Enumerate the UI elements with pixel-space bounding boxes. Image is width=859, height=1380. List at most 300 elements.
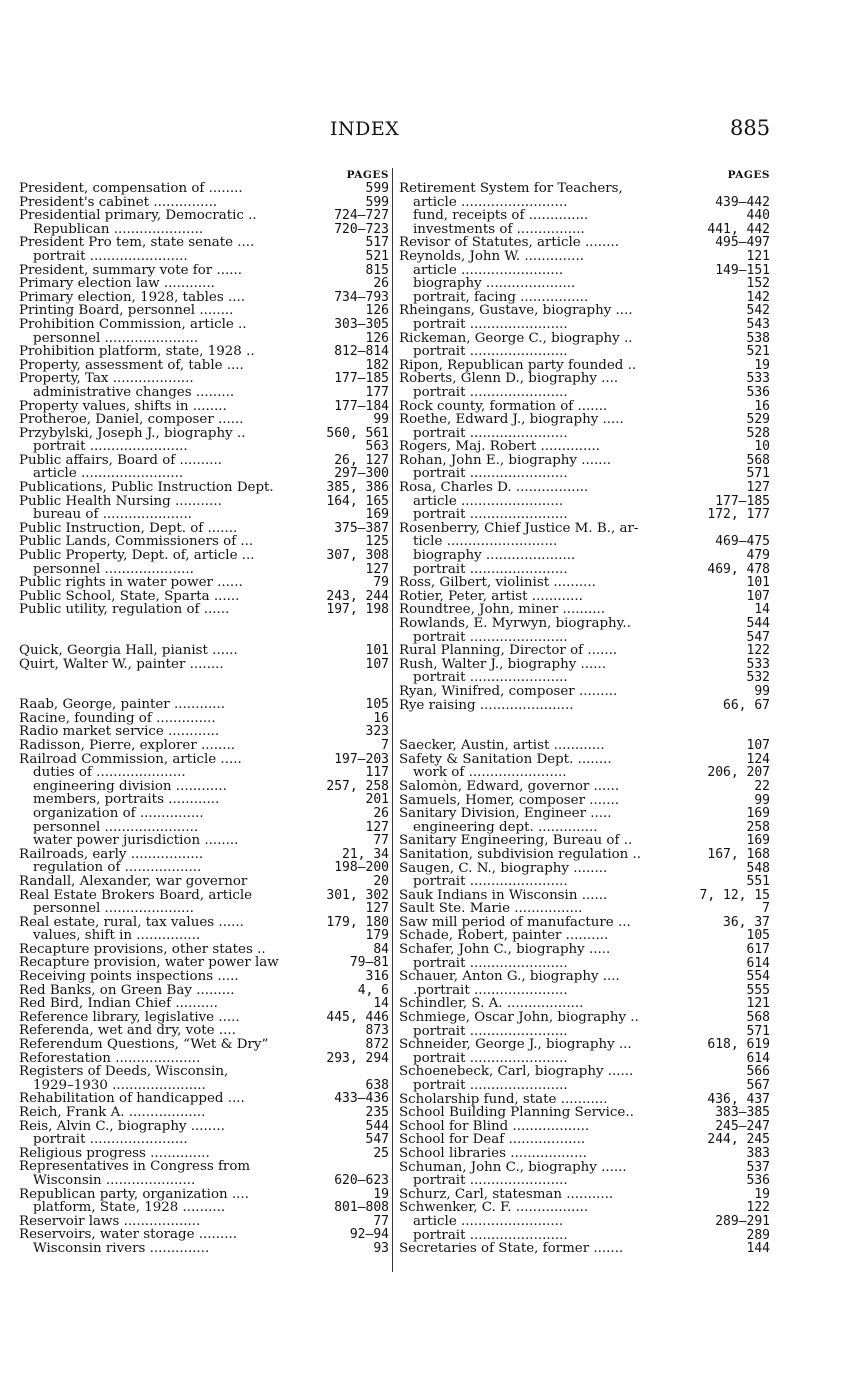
entry-label: portrait ....................... [413, 508, 568, 522]
entry-pages: 441, 442 [707, 222, 770, 237]
entry-pages: 117 [365, 766, 389, 780]
entry-label: Red Banks, on Green Bay ......... [19, 983, 235, 998]
entry-label: Red Bird, Indian Chief .......... [19, 997, 218, 1011]
index-subentry [399, 1215, 770, 1229]
entry-pages: 172, 177 [707, 508, 770, 522]
entry-pages: 599 [365, 195, 389, 210]
entry-label: Reich, Frank A. .................. [19, 1106, 206, 1120]
index-entry [19, 372, 389, 386]
index-entry [399, 1038, 770, 1052]
entry-label: portrait ....................... [413, 671, 568, 685]
entry-pages: 197–203 [334, 752, 389, 767]
entry-pages: 544 [746, 617, 770, 631]
entry-pages: 555 [746, 983, 770, 998]
entry-label: Roberts, Glenn D., biography .... [399, 372, 619, 386]
index-entry [19, 848, 389, 862]
index-subentry [399, 467, 770, 481]
index-entry [19, 236, 389, 250]
entry-pages: 537 [746, 1160, 770, 1175]
entry-label: Rogers, Maj. Robert .............. [399, 440, 601, 454]
entry-pages: 614 [746, 1051, 770, 1066]
entry-label: Saugen, C. N., biography ........ [399, 861, 608, 876]
entry-pages: 197, 198 [326, 603, 389, 617]
entry-pages: 142 [746, 290, 770, 305]
index-column-right [399, 169, 770, 1256]
entry-pages: 724–727 [334, 209, 389, 223]
entry-label: Railroad Commission, article ..... [19, 752, 242, 767]
index-subentry [19, 1174, 389, 1188]
entry-pages: 439–442 [715, 195, 770, 210]
index-subentry [19, 766, 389, 780]
entry-pages: 469, 478 [707, 562, 770, 577]
entry-pages: 734–793 [334, 290, 389, 305]
entry-label: Reservoir laws .................. [19, 1214, 201, 1229]
entry-label: Reis, Alvin C., biography ........ [19, 1119, 225, 1134]
entry-label: Rye raising ...................... [399, 698, 574, 713]
entry-pages: 872 [365, 1038, 389, 1052]
entry-pages: 533 [746, 657, 770, 672]
index-entry [399, 304, 770, 318]
entry-pages: 245–247 [715, 1119, 770, 1134]
entry-label: portrait ....................... [413, 426, 568, 441]
index-entry [399, 1106, 770, 1120]
entry-label: personnel ...................... [33, 820, 199, 835]
index-entry [19, 1106, 389, 1120]
index-subentry [399, 427, 770, 441]
entry-pages: 532 [746, 671, 770, 685]
index-subentry [399, 1229, 770, 1243]
entry-label: article ........................ [413, 263, 564, 278]
index-entry [399, 794, 770, 808]
index-entry [399, 1147, 770, 1161]
entry-label: Representatives in Congress from [19, 1160, 251, 1174]
index-subentry [19, 902, 389, 916]
index-subentry [399, 386, 770, 400]
index-entry [399, 372, 770, 386]
entry-label: President Pro tem, state senate .... [19, 236, 255, 250]
entry-label: biography ..................... [413, 549, 576, 563]
entry-label: Rotier, Peter, artist ............ [399, 589, 583, 604]
entry-pages: 92–94 [349, 1228, 389, 1242]
index-entry [19, 1011, 389, 1025]
entry-label: Safety & Sanitation Dept. ........ [399, 752, 612, 767]
entry-pages: 14 [373, 997, 389, 1011]
index-entry [399, 658, 770, 672]
entry-pages: 297–300 [334, 467, 389, 482]
pages-column-heading: PAGES [346, 169, 389, 181]
entry-label: portrait ....................... [413, 1051, 568, 1066]
entry-pages: 20 [373, 874, 389, 889]
index-subentry [19, 834, 389, 848]
entry-pages: 107 [746, 739, 770, 753]
entry-pages: 14 [754, 603, 770, 617]
index-subentry [19, 929, 389, 943]
entry-pages: 127 [746, 481, 770, 495]
index-subentry [399, 1025, 770, 1039]
index-subentry [19, 563, 389, 577]
entry-pages: 99 [754, 684, 770, 699]
entry-label: portrait ....................... [413, 630, 568, 645]
index-entry [19, 1228, 389, 1242]
index-entry [19, 1215, 389, 1229]
entry-pages: 323 [365, 725, 389, 739]
entry-pages: 127 [365, 820, 389, 835]
index-subentry [399, 984, 770, 998]
index-entry [19, 1038, 389, 1052]
entry-pages: 538 [746, 331, 770, 346]
index-entry [399, 522, 770, 536]
entry-label: Schwenker, C. F. ................. [399, 1201, 589, 1215]
index-entry [399, 780, 770, 794]
index-entry [19, 943, 389, 957]
entry-label: Prohibition platform, state, 1928 .. [19, 345, 255, 359]
entry-pages: 383–385 [715, 1106, 770, 1120]
entry-label: Sauk Indians in Wisconsin ...... [399, 888, 608, 903]
entry-label: water power jurisdiction ........ [33, 834, 239, 848]
entry-pages: 101 [365, 644, 389, 658]
entry-label: portrait ....................... [413, 1079, 568, 1093]
entry-label: Randall, Alexander, war governor [19, 874, 248, 889]
entry-label: Republican ..................... [33, 222, 204, 237]
index-entry [19, 400, 389, 414]
entry-pages: 177–185 [334, 372, 389, 386]
index-subentry [19, 508, 389, 522]
index-subentry [399, 631, 770, 645]
entry-pages: 536 [746, 1174, 770, 1188]
index-subentry [19, 332, 389, 346]
entry-label: Ripon, Republican party founded .. [399, 358, 637, 373]
entry-pages: 307, 308 [326, 549, 389, 563]
entry-label: Przybylski, Joseph J., biography .. [19, 426, 246, 441]
entry-pages: 167, 168 [707, 847, 770, 862]
entry-pages: 812–814 [334, 345, 389, 359]
entry-pages: 873 [365, 1024, 389, 1039]
entry-label: .portrait ...................... [413, 983, 568, 998]
entry-label: Real estate, rural, tax values ...... [19, 915, 244, 930]
entry-label: portrait ....................... [413, 1174, 568, 1188]
index-entry [19, 725, 389, 739]
index-entry [399, 807, 770, 821]
index-entry [399, 753, 770, 767]
index-column-left [19, 169, 389, 1256]
entry-pages: 25 [373, 1146, 389, 1161]
entry-pages: 126 [365, 331, 389, 346]
entry-pages: 16 [373, 711, 389, 726]
entry-pages: 244, 245 [707, 1133, 770, 1147]
entry-label: Reservoirs, water storage ......... [19, 1228, 238, 1242]
entry-label: Wisconsin rivers .............. [33, 1241, 210, 1256]
entry-label: Schurz, Carl, statesman ........... [399, 1187, 614, 1202]
entry-label: portrait ....................... [413, 385, 568, 400]
entry-pages: 433–436 [334, 1092, 389, 1106]
index-subentry [399, 671, 770, 685]
index-entry [399, 440, 770, 454]
index-subentry [399, 821, 770, 835]
entry-label: Public utility, regulation of ...... [19, 603, 230, 617]
page-number: 885 [730, 116, 771, 140]
index-subentry [399, 318, 770, 332]
index-entry [19, 427, 389, 441]
index-subentry [399, 957, 770, 971]
pages-column-heading: PAGES [727, 169, 770, 181]
index-entry [19, 1160, 389, 1174]
column-divider [392, 168, 393, 1272]
entry-pages: 122 [746, 644, 770, 658]
entry-label: Schade, Robert, painter .......... [399, 929, 609, 944]
entry-pages: 121 [746, 249, 770, 264]
index-entry [19, 956, 389, 970]
index-entry [19, 984, 389, 998]
entry-pages: 618, 619 [707, 1038, 770, 1052]
entry-label: Reynolds, John W. .............. [399, 249, 584, 264]
entry-label: personnel ..................... [33, 902, 194, 916]
entry-label: Property values, shifts in ........ [19, 399, 227, 414]
entry-label: Ross, Gilbert, violinist .......... [399, 576, 596, 590]
index-subentry [19, 250, 389, 264]
entry-label: School libraries .................. [399, 1146, 587, 1161]
entry-pages: 149–151 [715, 263, 770, 278]
entry-label: Public affairs, Board of .......... [19, 453, 223, 468]
entry-pages: 177–185 [715, 494, 770, 509]
index-entry [19, 1052, 389, 1066]
entry-pages: 544 [365, 1119, 389, 1134]
entry-pages: 521 [746, 345, 770, 359]
entry-label: portrait ....................... [33, 249, 188, 264]
index-entry [19, 549, 389, 563]
entry-label: Rock county, formation of ....... [399, 399, 608, 414]
entry-pages: 105 [746, 929, 770, 944]
index-entry [399, 1188, 770, 1202]
entry-pages: 201 [365, 793, 389, 807]
entry-label: Property, assessment of, table .... [19, 358, 244, 373]
entry-label: portrait ....................... [413, 317, 568, 332]
entry-pages: 469–475 [715, 535, 770, 550]
entry-label: Schoenebeck, Carl, biography ...... [399, 1065, 634, 1079]
entry-label: Religious progress .............. [19, 1146, 210, 1161]
index-entry [19, 209, 389, 223]
entry-label: Receiving points inspections ..... [19, 970, 239, 984]
entry-label: Raab, George, painter ............ [19, 698, 226, 712]
index-entry [19, 753, 389, 767]
index-entry [399, 739, 770, 753]
entry-pages: 177–184 [334, 399, 389, 414]
index-subentry [399, 766, 770, 780]
index-entry [399, 1161, 770, 1175]
entry-pages: 101 [746, 576, 770, 590]
entry-label: Sanitary Division, Engineer ..... [399, 807, 612, 821]
entry-pages: 19 [373, 1187, 389, 1202]
entry-label: Saecker, Austin, artist ............ [399, 739, 605, 753]
entry-pages: 84 [373, 942, 389, 957]
entry-pages: 22 [754, 779, 770, 794]
entry-label: Reforestation .................... [19, 1051, 201, 1066]
entry-label: School Building Planning Service.. [399, 1106, 634, 1120]
entry-label: Recapture provision, water power law [19, 956, 279, 971]
index-entry [19, 454, 389, 468]
index-entry [19, 739, 389, 753]
entry-label: Schneider, George J., biography ... [399, 1038, 632, 1052]
index-entry [399, 834, 770, 848]
entry-pages: 144 [746, 1242, 770, 1256]
index-entry [399, 1201, 770, 1215]
entry-pages: 19 [754, 358, 770, 373]
index-entry [19, 1092, 389, 1106]
entry-pages: 617 [746, 943, 770, 957]
entry-pages: 99 [754, 793, 770, 808]
entry-pages: 126 [365, 304, 389, 318]
index-subentry [19, 1242, 389, 1256]
entry-label: Revisor of Statutes, article ........ [399, 236, 620, 250]
index-entry [399, 929, 770, 943]
index-entry [399, 970, 770, 984]
entry-pages: 198–200 [334, 861, 389, 875]
entry-pages: 568 [746, 1011, 770, 1025]
entry-pages: 614 [746, 956, 770, 971]
index-entry [399, 889, 770, 903]
entry-label: Reference library, legislative ..... [19, 1010, 240, 1025]
letter-group-gap [399, 712, 770, 739]
index-entry [399, 590, 770, 604]
entry-pages: 566 [746, 1065, 770, 1079]
entry-label: Public Lands, Commissioners of ... [19, 535, 254, 550]
entry-pages: 560, 561 [326, 426, 389, 441]
entry-pages: 528 [746, 426, 770, 441]
index-entry [399, 943, 770, 957]
index-subentry [399, 291, 770, 305]
index-subentry [19, 793, 389, 807]
index-entries-left [19, 182, 389, 1256]
index-entry [19, 644, 389, 658]
entry-label: Schmiege, Oscar John, biography .. [399, 1011, 639, 1025]
index-entry [399, 481, 770, 495]
entry-label: article ......................... [413, 195, 568, 210]
entry-pages: 620–623 [334, 1173, 389, 1188]
letter-group-gap [19, 617, 389, 644]
entry-pages: 79–81 [349, 956, 389, 971]
index-entry [19, 481, 389, 495]
entry-pages: 720–723 [334, 222, 389, 237]
index-entry [19, 970, 389, 984]
entry-label: portrait ....................... [413, 345, 568, 359]
entry-pages: 567 [746, 1079, 770, 1093]
index-subentry [399, 1174, 770, 1188]
entry-pages: 801–808 [334, 1201, 389, 1215]
index-entry [19, 495, 389, 509]
entry-label: portrait ....................... [413, 467, 568, 482]
index-entry [19, 1120, 389, 1134]
index-subentry [399, 345, 770, 359]
entry-pages: 16 [754, 399, 770, 414]
entry-label: personnel ...................... [33, 331, 199, 346]
index-entries-right [399, 182, 770, 1256]
index-entry [19, 603, 389, 617]
index-subentry [19, 821, 389, 835]
index-entry [399, 1120, 770, 1134]
entry-pages: 536 [746, 385, 770, 400]
entry-label: article ........................ [33, 467, 184, 482]
entry-pages: 122 [746, 1201, 770, 1215]
entry-label: portrait ....................... [413, 1228, 568, 1243]
entry-label: investments of ................ [413, 222, 585, 237]
index-entry [19, 875, 389, 889]
entry-label: Racine, founding of .............. [19, 711, 216, 726]
entry-label: Public Property, Dept. of, article ... [19, 549, 255, 563]
entry-label: Rheingans, Gustave, biography .... [399, 304, 633, 318]
index-entry [19, 291, 389, 305]
entry-pages: 316 [365, 970, 389, 984]
index-entry [19, 997, 389, 1011]
entry-pages: 164, 165 [326, 494, 389, 509]
entry-label: engineering dept. .............. [413, 820, 598, 835]
entry-label: fund, receipts of .............. [413, 209, 589, 223]
entry-pages: 124 [746, 752, 770, 767]
index-entry [399, 332, 770, 346]
entry-label: Public Health Nursing ........... [19, 494, 222, 509]
entry-label: portrait ....................... [33, 1133, 188, 1147]
entry-pages: 66, 67 [723, 698, 770, 713]
entry-label: portrait ....................... [413, 562, 568, 577]
entry-label: Rural Planning, Director of ....... [399, 644, 618, 658]
entry-label: Quick, Georgia Hall, pianist ...... [19, 644, 238, 658]
entry-label: Radisson, Pierre, explorer ........ [19, 738, 236, 753]
entry-label: President, compensation of ........ [19, 182, 243, 196]
entry-label: Retirement System for Teachers, [399, 182, 623, 196]
index-entry [399, 454, 770, 468]
entry-pages: 571 [746, 1024, 770, 1039]
entry-label: Samuels, Homer, composer ....... [399, 793, 620, 808]
entry-label: President's cabinet ............... [19, 195, 218, 210]
entry-label: Rosa, Charles D. ................. [399, 481, 589, 495]
index-subentry [399, 264, 770, 278]
entry-pages: 7, 12, 15 [699, 888, 770, 903]
entry-pages: 375–387 [334, 521, 389, 536]
index-subentry [399, 508, 770, 522]
index-entry [19, 712, 389, 726]
entry-label: portrait ....................... [33, 440, 188, 454]
entry-label: Referenda, wet and dry, vote .... [19, 1024, 236, 1039]
entry-label: Roundtree, John, miner .......... [399, 603, 606, 617]
index-entry [399, 699, 770, 713]
entry-label: Public rights in water power ...... [19, 576, 243, 590]
entry-label: portrait, facing ................ [413, 290, 589, 305]
index-entry [399, 1011, 770, 1025]
entry-pages: 26 [373, 806, 389, 821]
entry-pages: 235 [365, 1106, 389, 1120]
index-entry [19, 277, 389, 291]
index-subentry [399, 563, 770, 577]
entry-pages: 206, 207 [707, 766, 770, 780]
entry-pages: 125 [365, 535, 389, 550]
index-entry [19, 916, 389, 930]
index-subentry [399, 875, 770, 889]
index-subentry [399, 223, 770, 237]
entry-pages: 121 [746, 997, 770, 1012]
entry-label: Primary election law ............ [19, 277, 215, 291]
entry-label: Quirt, Walter W., painter ........ [19, 657, 224, 672]
entry-pages: 542 [746, 304, 770, 318]
entry-pages: 571 [746, 467, 770, 482]
entry-label: Secretaries of State, former ....... [399, 1242, 624, 1256]
entry-pages: 547 [746, 630, 770, 645]
entry-pages: 127 [365, 902, 389, 916]
entry-label: Protheroe, Daniel, composer ...... [19, 413, 244, 427]
entry-label: personnel ..................... [33, 562, 194, 577]
entry-label: article ........................ [413, 494, 564, 509]
entry-pages: 105 [365, 698, 389, 712]
entry-label: bureau of ..................... [33, 508, 193, 522]
index-entry [399, 644, 770, 658]
index-entry [399, 617, 770, 631]
